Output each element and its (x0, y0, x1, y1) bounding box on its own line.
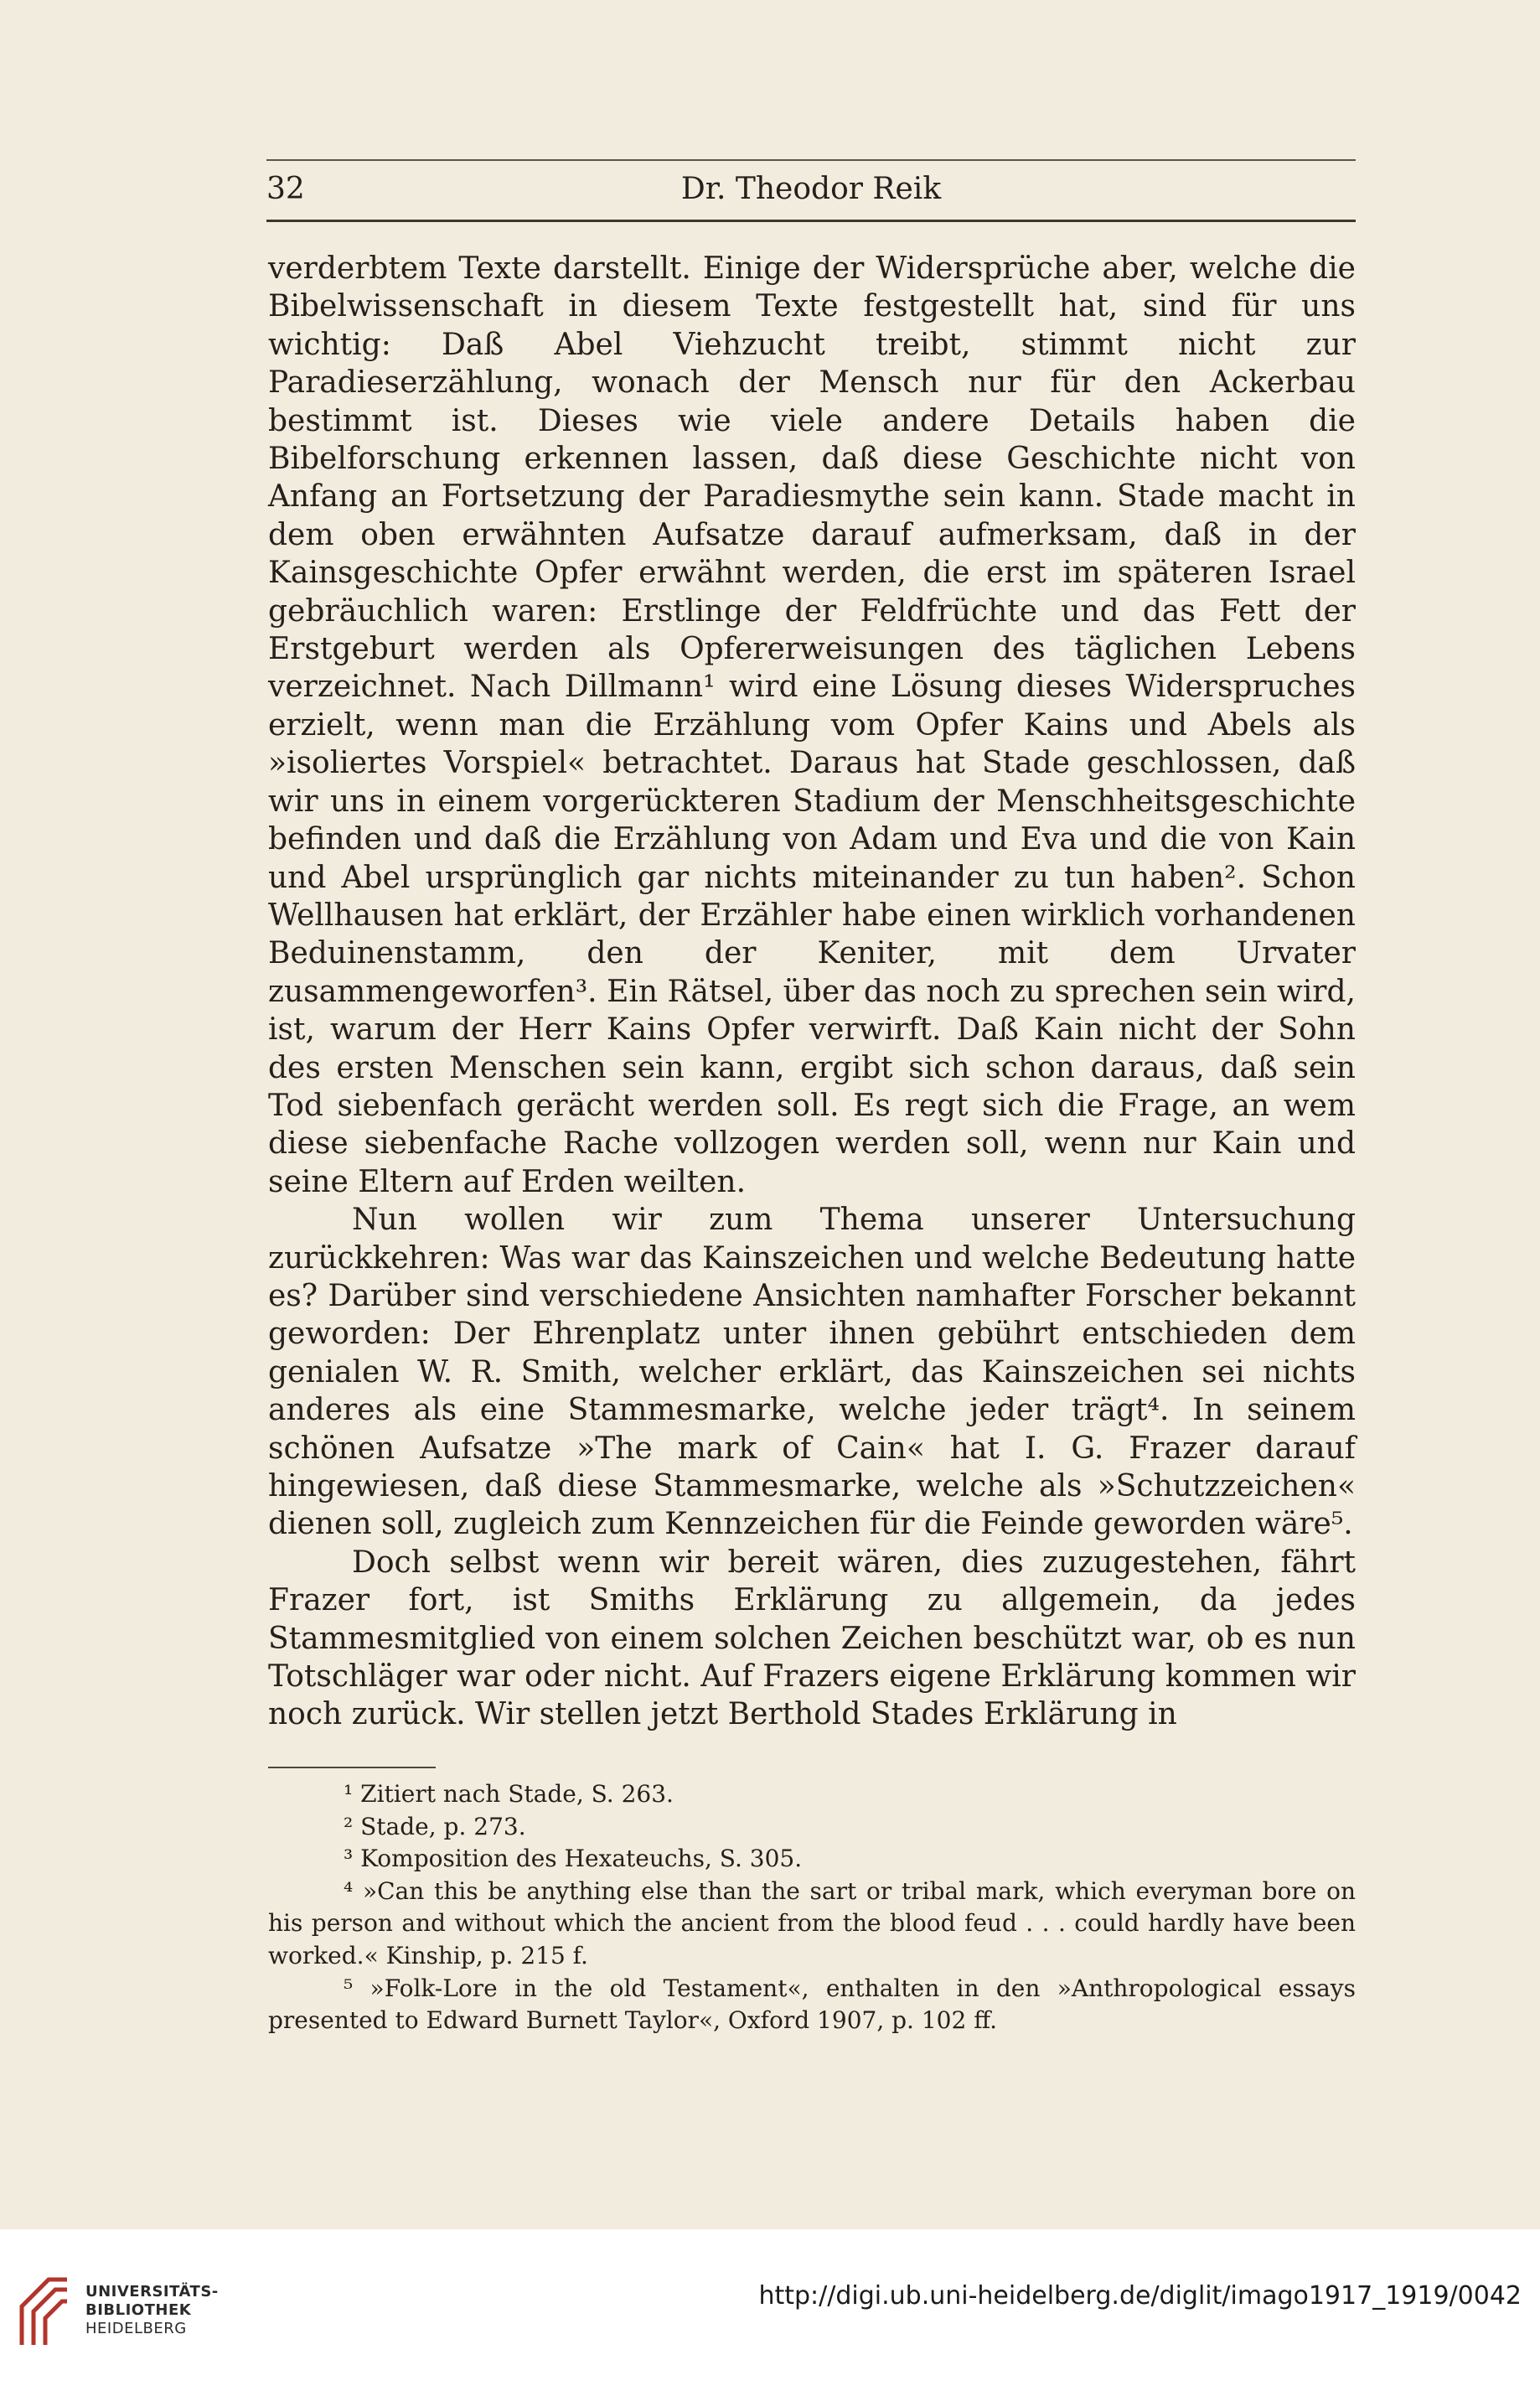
footnote-4: ⁴ »Can this be anything else than the sart or tribal mark, which everyman bore on his person and without which the ancient from the blood feud . . . could hardly have been worked.« Kinship, p. 215 f. (268, 1876, 1356, 1969)
paragraph-1: verderbtem Texte darstellt. Einige der Widersprüche aber, welche die Bibelwissenschaft in diesem Texte festgestellt hat, sind für uns wichtig: Daß Abel Viehzucht treibt, stimmt nicht zur Paradieserzählung, wonach der Mensch nur für den Ackerbau bestimmt ist. Dieses wie viele andere Details haben die Bibelforschung erkennen lassen, daß diese Geschichte nicht von Anfang an Fortsetzung der Paradiesmythe sein kann. Stade macht in dem oben erwähnten Aufsatze darauf aufmerksam, daß in der Kainsgeschichte Opfer erwähnt werden, die erst im späteren Israel gebräuchlich waren: Erstlinge der Feldfrüchte und das Fett der Erstgeburt werden als Opfererweisungen des täglichen Lebens verzeichnet. Nach Dillmann¹ wird eine Lösung dieses Widerspruches erzielt, wenn man die Erzählung vom Opfer Kains und Abels als »isoliertes Vorspiel« betrachtet. Daraus hat Stade geschlossen, daß wir uns in einem vorgerückteren Stadium der Menschheitsgeschichte befinden und daß die Erzählung von Adam und Eva und die von Kain und Abel ursprünglich gar nichts miteinander zu tun haben². Schon Wellhausen hat erklärt, der Erzähler habe einen wirklich vorhandenen Beduinenstamm, den der Keniter, mit dem Urvater zusammengeworfen³. Ein Rätsel, über das noch zu sprechen sein wird, ist, warum der Herr Kains Opfer verwirft. Daß Kain nicht der Sohn des ersten Menschen sein kann, ergibt sich schon daraus, daß sein Tod siebenfach gerächt werden soll. Es regt sich die Frage, an wem diese siebenfache Rache vollzogen werden soll, wenn nur Kain und seine Eltern auf Erden weilten. (268, 251, 1356, 1199)
body-text (268, 250, 1356, 1734)
page-header (266, 159, 1356, 222)
footnote-3: ³ Komposition des Hexateuchs, S. 305. (344, 1845, 803, 1873)
page-number: 32 (266, 172, 305, 206)
institution-name (85, 2283, 219, 2338)
paragraph-2: Nun wollen wir zum Thema unserer Untersuchung zurückkehren: Was war das Kainszeichen und welche Bedeutung hatte es? Darüber sind verschiedene Ansichten namhafter Forscher bekannt geworden: Der Ehrenplatz unter ihnen gebührt entschieden dem genialen W. R. Smith, welcher erklärt, das Kainszeichen sei nichts anderes als eine Stammesmarke, welche jeder trägt⁴. In seinem schönen Aufsatze »The mark of Cain« hat I. G. Frazer darauf hingewiesen, daß diese Stammesmarke, welche als »Schutzzeichen« dienen soll, zugleich zum Kennzeichen für die Feinde geworden wäre⁵. (268, 1203, 1356, 1542)
footnotes (268, 1778, 1356, 2037)
paragraph-3: Doch selbst wenn wir bereit wären, dies zuzugestehen, fährt Frazer fort, ist Smiths Erklärung zu allgemein, da jedes Stammesmitglied von einem solchen Zeichen beschützt war, ob es nun Totschläger war oder nicht. Auf Frazers eigene Erklärung kommen wir noch zurück. Wir stellen jetzt Berthold Stades Erklärung in (268, 1545, 1356, 1732)
library-logo-icon (15, 2273, 74, 2348)
institution-line-1: UNIVERSITÄTS- (85, 2283, 219, 2300)
institution-line-3: HEIDELBERG (85, 2320, 187, 2337)
running-head: Dr. Theodor Reik (680, 172, 942, 206)
footnote-2: ² Stade, p. 273. (344, 1812, 526, 1840)
institution-line-2: BIBLIOTHEK (85, 2301, 192, 2319)
source-url-link[interactable]: http://digi.ub.uni-heidelberg.de/diglit/imago1917_1919/0042 (758, 2281, 1522, 2311)
footnote-1: ¹ Zitiert nach Stade, S. 263. (344, 1780, 674, 1808)
footnote-5: ⁵ »Folk-Lore in the old Testament«, enthalten in den »Anthropological essays presented to Edward Burnett Taylor«, Oxford 1907, p. 102 ff. (268, 1974, 1356, 2035)
footnote-rule (268, 1767, 436, 1768)
